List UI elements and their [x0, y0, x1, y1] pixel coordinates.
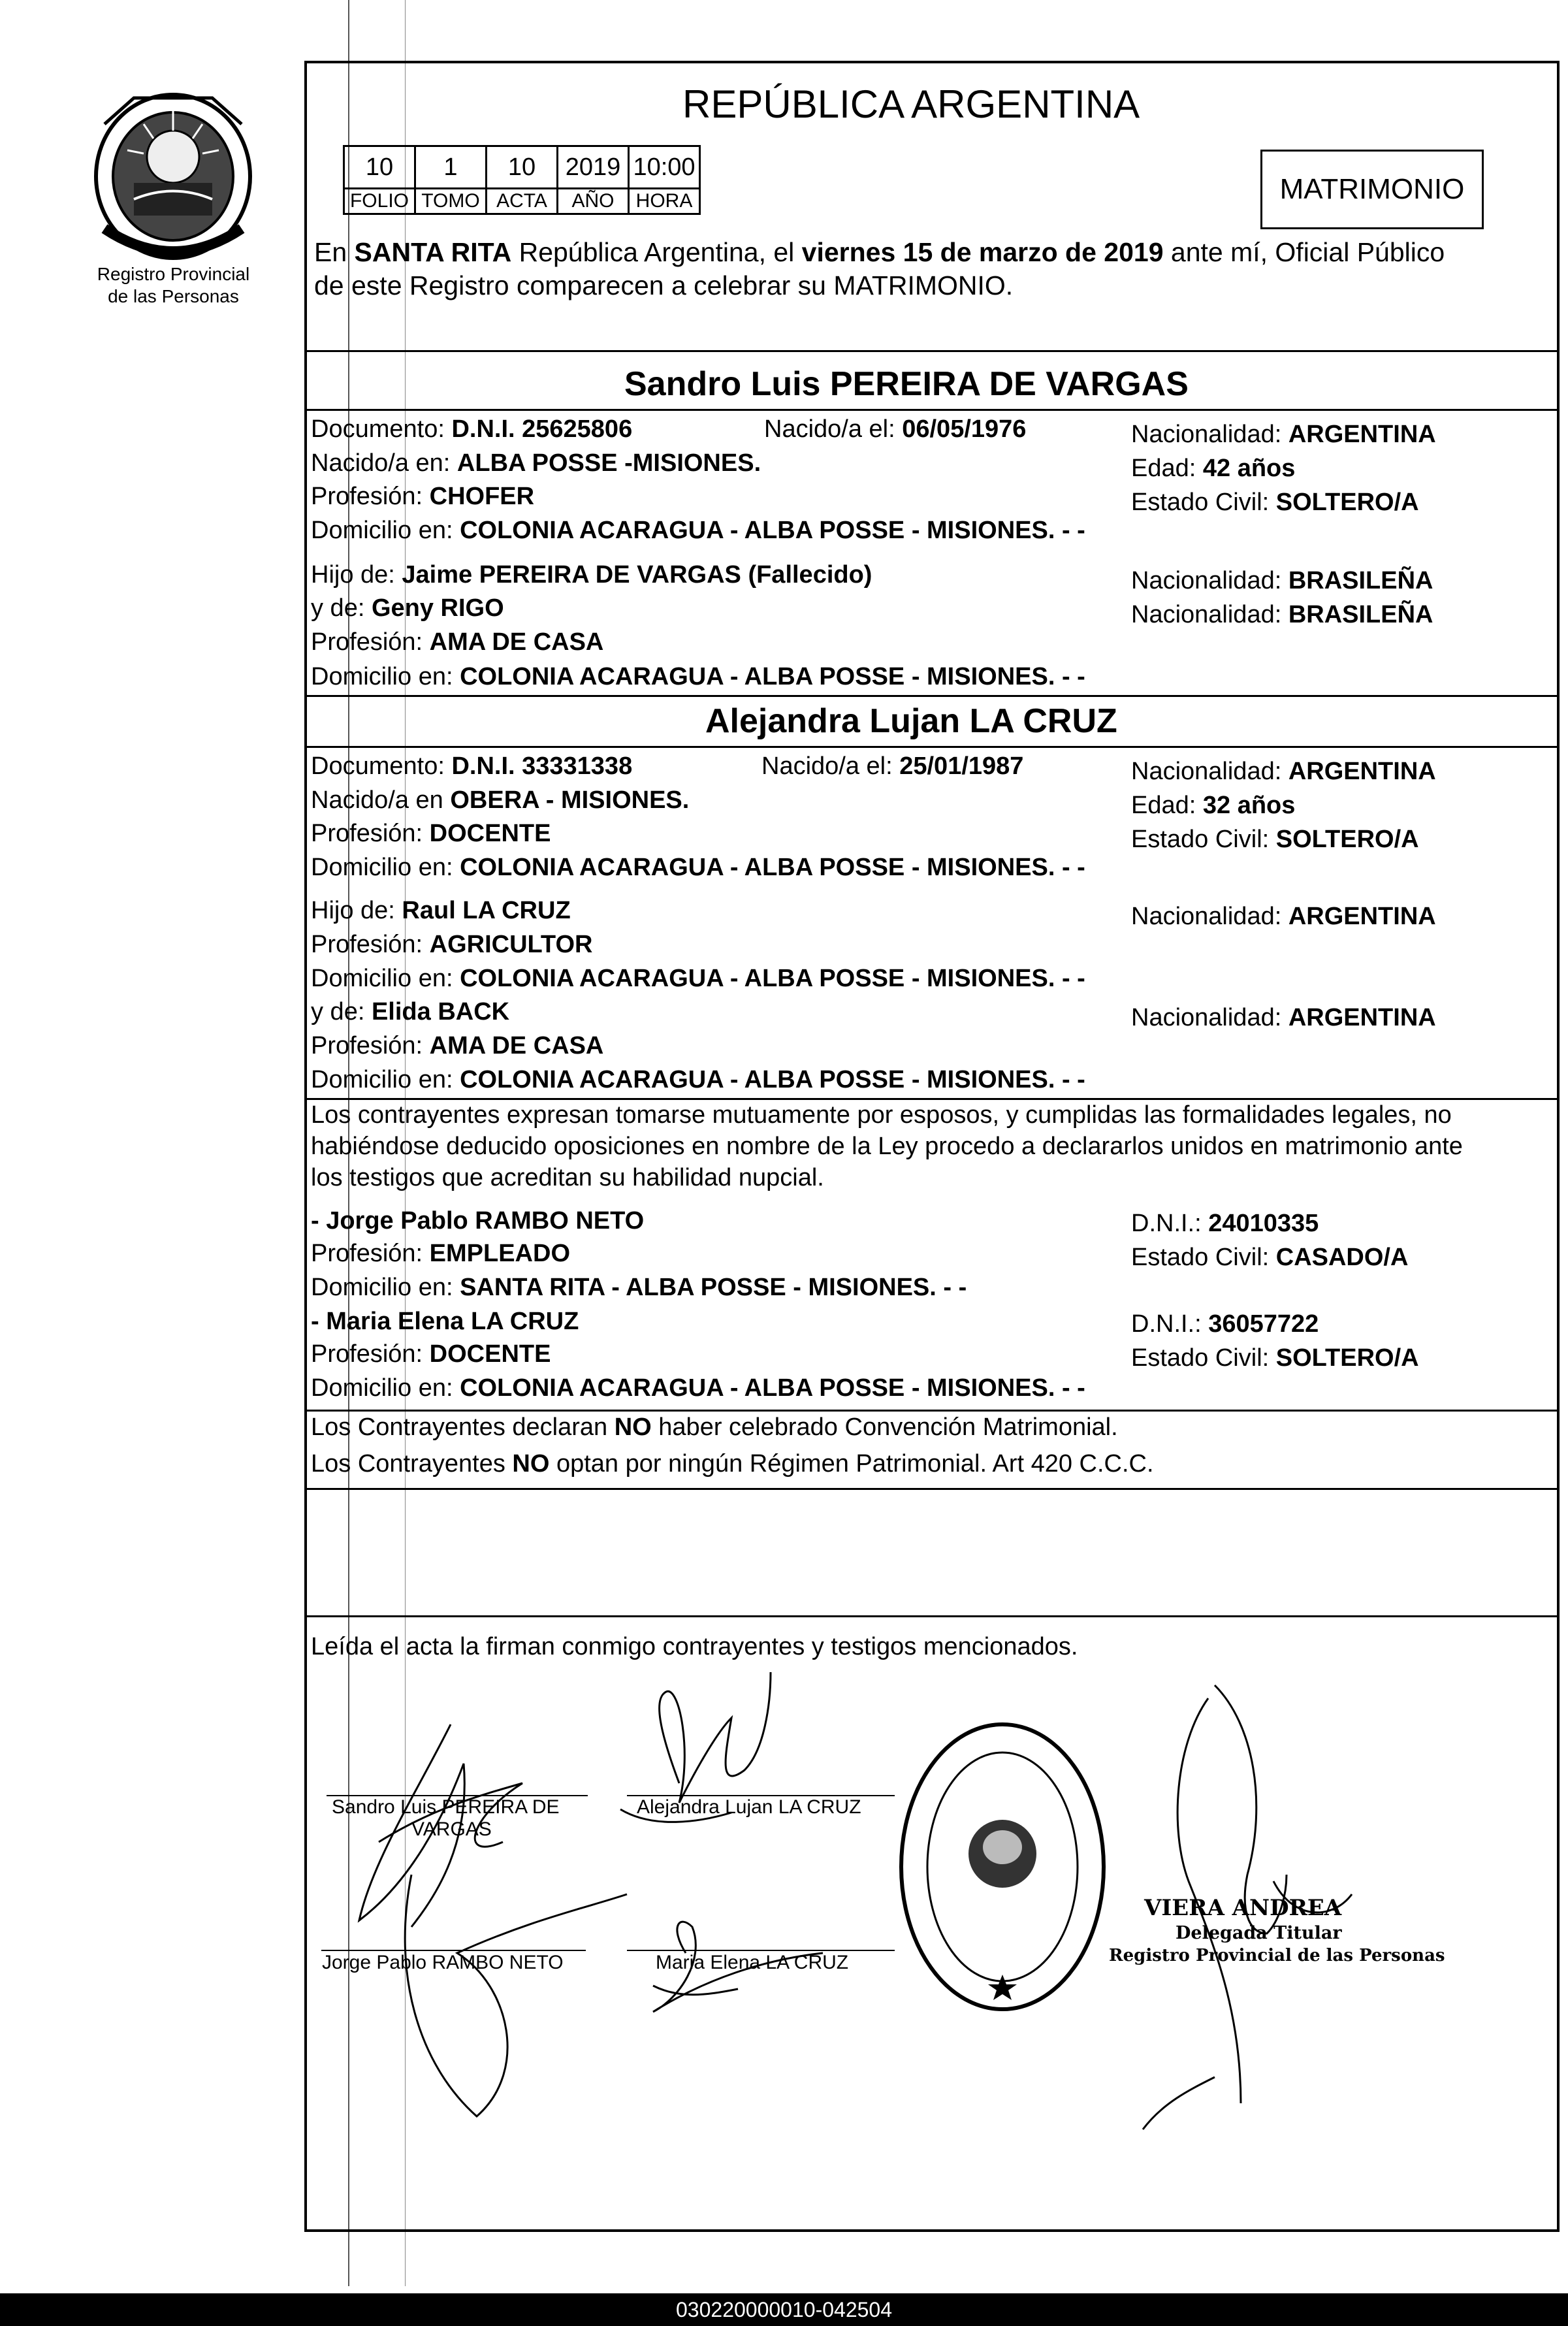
- divider: [304, 695, 1557, 697]
- bride-mother-address: Domicilio en: COLONIA ACARAGUA - ALBA POSSE - MISIONES. - -: [311, 1066, 1085, 1093]
- declaration-line2: habiéndose deducido oposiciones en nombre de la Ley procedo a declararlos unidos en matrimonio ante: [311, 1133, 1463, 1160]
- groom-civil-status: Estado Civil: SOLTERO/A: [1131, 489, 1419, 516]
- province-seal-icon: [78, 85, 268, 268]
- witness1-dni: D.N.I.: 24010335: [1131, 1210, 1319, 1237]
- bride-signature-label: Alejandra Lujan LA CRUZ: [637, 1796, 861, 1818]
- witness1-profession: Profesión: EMPLEADO: [311, 1240, 571, 1267]
- tomo-value: 1: [415, 146, 487, 189]
- bride-profession: Profesión: DOCENTE: [311, 820, 551, 847]
- bride-mother: y de: Elida BACK: [311, 998, 510, 1026]
- bride-father-nationality: Nacionalidad: ARGENTINA: [1131, 903, 1436, 930]
- declaration-line1: Los contrayentes expresan tomarse mutuamente por esposos, y cumplidas las formalidades legales, no: [311, 1101, 1452, 1129]
- groom-mother: y de: Geny RIGO: [311, 594, 504, 622]
- witness2-profession: Profesión: DOCENTE: [311, 1340, 551, 1368]
- groom-document: Documento: D.N.I. 25625806: [311, 415, 633, 443]
- bride-document: Documento: D.N.I. 33331338: [311, 752, 633, 780]
- document-type-box: MATRIMONIO: [1260, 150, 1484, 229]
- divider: [304, 409, 1557, 411]
- declaration-line3: los testigos que acreditan su habilidad nupcial.: [311, 1164, 824, 1191]
- hora-label: HORA: [629, 189, 700, 214]
- intro-line1: En SANTA RITA República Argentina, el viernes 15 de marzo de 2019 ante mí, Oficial Público: [314, 237, 1445, 267]
- folio-value: 10: [344, 146, 415, 189]
- divider: [304, 746, 1557, 748]
- bride-mother-profession: Profesión: AMA DE CASA: [311, 1032, 604, 1059]
- witness2-address: Domicilio en: COLONIA ACARAGUA - ALBA POSSE - MISIONES. - -: [311, 1374, 1085, 1402]
- groom-mother-nationality: Nacionalidad: BRASILEÑA: [1131, 601, 1433, 628]
- groom-father-nationality: Nacionalidad: BRASILEÑA: [1131, 567, 1433, 594]
- bride-age: Edad: 32 años: [1131, 792, 1296, 819]
- witness1-civil-status: Estado Civil: CASADO/A: [1131, 1244, 1409, 1271]
- bride-civil-status: Estado Civil: SOLTERO/A: [1131, 826, 1419, 853]
- divider: [304, 1410, 1557, 1412]
- convention-line1: Los Contrayentes declaran NO haber celebrado Convención Matrimonial.: [311, 1413, 1118, 1441]
- page-title: REPÚBLICA ARGENTINA: [682, 82, 1140, 126]
- official-title: Delegada Titular: [1176, 1923, 1342, 1943]
- groom-birth-place: Nacido/a en: ALBA POSSE -MISIONES.: [311, 449, 761, 477]
- footer-code: 030220000010-042504: [0, 2293, 1568, 2326]
- groom-parents-address: Domicilio en: COLONIA ACARAGUA - ALBA POSSE - MISIONES. - -: [311, 663, 1085, 690]
- groom-birth-date: Nacido/a el: 06/05/1976: [764, 415, 1027, 443]
- hora-value: 10:00: [629, 146, 700, 189]
- logo-caption-line2: de las Personas: [108, 286, 239, 306]
- anio-value: 2019: [558, 146, 629, 189]
- groom-age: Edad: 42 años: [1131, 455, 1296, 482]
- divider: [304, 1615, 1557, 1617]
- witness1-name: - Jorge Pablo RAMBO NETO: [311, 1207, 645, 1235]
- witness2-civil-status: Estado Civil: SOLTERO/A: [1131, 1344, 1419, 1372]
- signatures-intro: Leída el acta la firman conmigo contrayentes y testigos mencionados.: [311, 1633, 1078, 1660]
- bride-father-profession: Profesión: AGRICULTOR: [311, 931, 593, 958]
- official-name: VIERA ANDREA: [1144, 1895, 1342, 1921]
- groom-signature-label-1: Sandro Luis PEREIRA DE: [332, 1796, 560, 1818]
- bride-name: Alejandra Lujan LA CRUZ: [705, 702, 1117, 740]
- witness2-signature-label: Maria Elena LA CRUZ: [656, 1952, 849, 1973]
- groom-address: Domicilio en: COLONIA ACARAGUA - ALBA POSSE - MISIONES. - -: [311, 517, 1085, 544]
- intro-line2: de este Registro comparecen a celebrar su MATRIMONIO.: [314, 270, 1014, 300]
- witness1-address: Domicilio en: SANTA RITA - ALBA POSSE - MISIONES. - -: [311, 1274, 967, 1301]
- tomo-label: TOMO: [415, 189, 487, 214]
- witness1-signature-label: Jorge Pablo RAMBO NETO: [322, 1952, 564, 1973]
- bride-nationality: Nacionalidad: ARGENTINA: [1131, 758, 1436, 785]
- folio-label: FOLIO: [344, 189, 415, 214]
- convention-line2: Los Contrayentes NO optan por ningún Régimen Patrimonial. Art 420 C.C.C.: [311, 1450, 1154, 1478]
- groom-signature-label-2: VARGAS: [411, 1818, 492, 1840]
- groom-mother-profession: Profesión: AMA DE CASA: [311, 628, 604, 656]
- record-code-table: [343, 145, 701, 215]
- official-stamp-icon: [895, 1717, 1110, 2017]
- anio-label: AÑO: [558, 189, 629, 214]
- witness2-name: - Maria Elena LA CRUZ: [311, 1308, 579, 1335]
- bride-birth-place: Nacido/a en OBERA - MISIONES.: [311, 786, 690, 814]
- official-organization: Registro Provincial de las Personas: [1109, 1946, 1445, 1965]
- acta-label: ACTA: [487, 189, 558, 214]
- bride-father: Hijo de: Raul LA CRUZ: [311, 897, 571, 924]
- divider: [304, 1488, 1557, 1490]
- divider: [304, 350, 1557, 352]
- acta-value: 10: [487, 146, 558, 189]
- groom-profession: Profesión: CHOFER: [311, 483, 535, 510]
- bride-address: Domicilio en: COLONIA ACARAGUA - ALBA POSSE - MISIONES. - -: [311, 854, 1085, 881]
- bride-father-address: Domicilio en: COLONIA ACARAGUA - ALBA POSSE - MISIONES. - -: [311, 965, 1085, 992]
- groom-name: Sandro Luis PEREIRA DE VARGAS: [624, 365, 1189, 403]
- witness2-dni: D.N.I.: 36057722: [1131, 1310, 1319, 1338]
- bride-birth-date: Nacido/a el: 25/01/1987: [761, 752, 1024, 780]
- logo-caption-line1: Registro Provincial: [97, 264, 250, 284]
- groom-nationality: Nacionalidad: ARGENTINA: [1131, 421, 1436, 448]
- groom-father: Hijo de: Jaime PEREIRA DE VARGAS (Fallecido): [311, 561, 872, 589]
- bride-mother-nationality: Nacionalidad: ARGENTINA: [1131, 1004, 1436, 1031]
